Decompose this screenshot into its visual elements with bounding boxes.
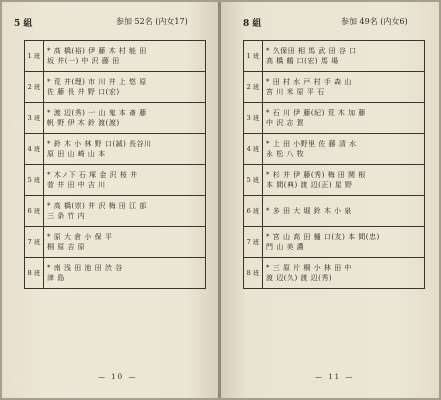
squad-row: [25, 258, 206, 289]
member-line: * 三 原 片 桐 小 林 田 中: [266, 264, 352, 272]
squad-label: 3 班: [244, 103, 263, 134]
member-names: [263, 103, 425, 134]
squad-row: [244, 258, 425, 289]
member-line: * 高 橋(裕) 伊 藤 木 村 能 田: [47, 47, 147, 55]
squad-row: [244, 134, 425, 165]
member-line: 坂 井(一) 中 沢 藤 田: [47, 57, 120, 65]
squad-row: [25, 103, 206, 134]
member-line: 佐 藤 長 井 野 口(宏): [47, 88, 120, 96]
member-names: [44, 196, 206, 227]
member-line: * 杉 井 伊 藤(秀) 梅 田 関 根: [266, 171, 366, 179]
squad-row: [25, 134, 206, 165]
squad-label: 8 班: [244, 258, 263, 289]
member-line: * 木ノ下 石 塚 金 沢 桜 井: [47, 171, 138, 179]
member-line: 津 島: [47, 274, 65, 282]
member-names: [44, 227, 206, 258]
roster-table: [24, 40, 206, 289]
squad-row: [244, 227, 425, 258]
member-line: * 高 橋(崇) 井 沢 梅 田 江 部: [47, 202, 147, 210]
member-line: * 南 浅 田 池 田 渋 谷: [47, 264, 123, 272]
squad-label: 4 班: [25, 134, 44, 165]
page-number: — 11 —: [315, 373, 355, 381]
member-names: [44, 103, 206, 134]
member-line: 渡 辺(久) 渡 辺(秀): [266, 274, 333, 282]
member-names: [263, 72, 425, 103]
squad-row: [244, 41, 425, 72]
member-line: 中 沢 志 賀: [266, 119, 305, 127]
member-line: 門 山 美 濃: [266, 243, 305, 251]
member-line: * 久保田 相 馬 武 田 谷 口: [266, 47, 357, 55]
member-line: * 多 田 大 堀 鈴 木 小 泉: [266, 207, 352, 215]
group-title: 5 組: [14, 19, 33, 29]
member-line: 原 田 山 崎 山 本: [47, 150, 106, 158]
member-names: [263, 258, 425, 289]
member-line: * 原 大 倉 小 保 平: [47, 233, 113, 241]
member-line: * 石 川 伊 藤(紀) 荒 木 加 藤: [266, 109, 366, 117]
member-line: 永 松 八 牧: [266, 150, 305, 158]
member-line: * 渡 辺(秀) 一 山 鬼 本 斎 藤: [47, 109, 147, 117]
squad-row: [25, 165, 206, 196]
group-title: 8 組: [243, 19, 262, 29]
member-line: * 鈴 木 小 林 野 口(誠) 長谷川: [47, 140, 152, 148]
squad-label: 6 班: [25, 196, 44, 227]
member-names: [44, 258, 206, 289]
member-line: 桐 原 吉 原: [47, 243, 86, 251]
member-line: 宮 川 米 原 平 石: [266, 88, 325, 96]
booklet-spread: [2, 2, 439, 398]
squad-label: 7 班: [25, 227, 44, 258]
squad-label: 7 班: [244, 227, 263, 258]
page-right: [221, 2, 439, 398]
member-names: [263, 227, 425, 258]
member-line: * 荒 井(理) 市 川 井 上 悠 原: [47, 78, 147, 86]
member-names: [263, 134, 425, 165]
squad-row: [244, 103, 425, 134]
squad-label: 2 班: [25, 72, 44, 103]
member-line: * 宮 山 高 田 樋 口(友) 本 間(忠): [266, 233, 380, 241]
participant-count: 参加 52名 (内女17): [116, 17, 188, 26]
member-line: * 田 村 水 戸 村 手 森 山: [266, 78, 352, 86]
squad-row: [244, 196, 425, 227]
squad-row: [25, 227, 206, 258]
member-names: [44, 41, 206, 72]
participant-count: 参加 49名 (内女6): [341, 17, 408, 26]
squad-label: 1 班: [25, 41, 44, 72]
member-line: 菅 井 田 中 吉 川: [47, 181, 106, 189]
squad-label: 1 班: [244, 41, 263, 72]
squad-label: 3 班: [25, 103, 44, 134]
page-left: [2, 2, 220, 398]
member-line: 三 条 竹 内: [47, 212, 86, 220]
squad-label: 5 班: [244, 165, 263, 196]
member-names: [44, 134, 206, 165]
member-names: [263, 41, 425, 72]
squad-label: 6 班: [244, 196, 263, 227]
squad-row: [25, 72, 206, 103]
squad-row: [25, 41, 206, 72]
squad-row: [244, 72, 425, 103]
member-names: [44, 72, 206, 103]
roster-table: [243, 40, 425, 289]
member-names: [263, 165, 425, 196]
squad-row: [244, 165, 425, 196]
member-line: 高 橋 鶴 口(宏) 馬 場: [266, 57, 339, 65]
squad-row: [25, 196, 206, 227]
squad-label: 4 班: [244, 134, 263, 165]
member-names: [263, 196, 425, 227]
squad-label: 2 班: [244, 72, 263, 103]
page-number: — 10 —: [98, 373, 138, 381]
squad-label: 8 班: [25, 258, 44, 289]
member-line: 本 間(典) 渡 辺(正) 星 野: [266, 181, 353, 189]
member-names: [44, 165, 206, 196]
member-line: * 上 田 小野里 佐 藤 清 水: [266, 140, 357, 148]
member-line: 帆 野 伊 木 鈴 渡(渡): [47, 119, 120, 127]
squad-label: 5 班: [25, 165, 44, 196]
